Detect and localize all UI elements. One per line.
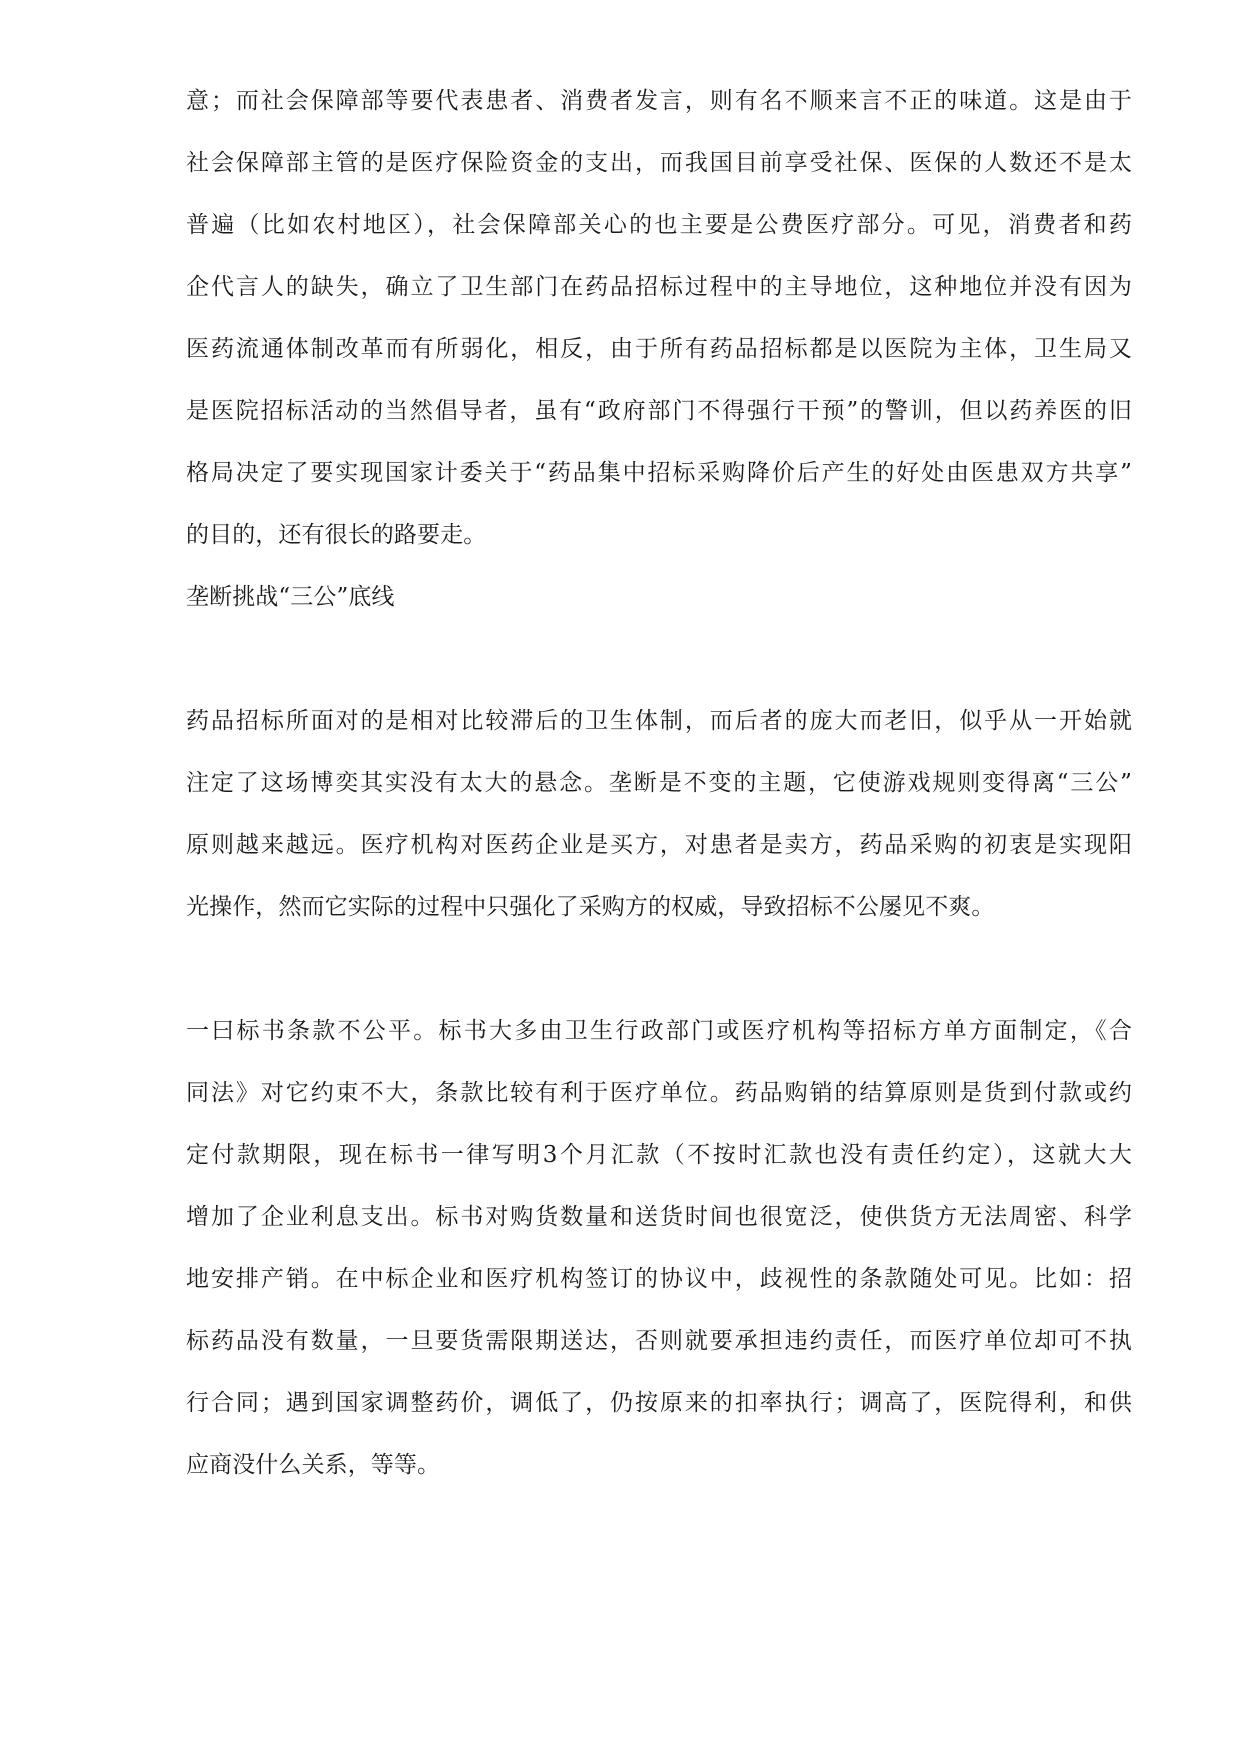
- section-heading-block: [186, 566, 1132, 628]
- paragraph-line: 原则越来越远。医疗机构对医药企业是买方，对患者是卖方，药品采购的初衷是实现阳: [186, 832, 1132, 858]
- paragraph-line: 光操作，然而它实际的过程中只强化了采购方的权威，导致招标不公屡见不爽。: [186, 894, 995, 920]
- paragraph-line: 增加了企业利息支出。标书对购货数量和送货时间也很宽泛，使供货方无法周密、科学: [186, 1204, 1132, 1230]
- paragraph-line: 定付款期限，现在标书一律写明3个月汇款（不按时汇款也没有责任约定），这就大大: [186, 1142, 1132, 1168]
- paragraph-line: 医药流通体制改革而有所弱化，相反，由于所有药品招标都是以医院为主体，卫生局又: [186, 336, 1132, 362]
- paragraph-spacer: [186, 938, 1132, 1000]
- paragraph-line: 同法》对它约束不大，条款比较有利于医疗单位。药品购销的结算原则是货到付款或约: [186, 1080, 1132, 1106]
- paragraph-line: 是医院招标活动的当然倡导者，虽有“政府部门不得强行干预”的警训，但以药养医的旧: [186, 398, 1132, 424]
- paragraph-line: 药品招标所面对的是相对比较滞后的卫生体制，而后者的庞大而老旧，似乎从一开始就: [186, 708, 1132, 734]
- paragraph-line: 企代言人的缺失，确立了卫生部门在药品招标过程中的主导地位，这种地位并没有因为: [186, 274, 1132, 300]
- paragraph-line: 地安排产销。在中标企业和医疗机构签订的协议中，歧视性的条款随处可见。比如：招: [186, 1266, 1132, 1292]
- paragraph-line: 一曰标书条款不公平。标书大多由卫生行政部门或医疗机构等招标方单方面制定，《合: [186, 1018, 1132, 1044]
- section-heading: 垄断挑战“三公”底线: [186, 584, 395, 610]
- paragraph-3: [186, 1000, 1132, 1496]
- paragraph-line: 社会保障部主管的是医疗保险资金的支出，而我国目前享受社保、医保的人数还不是太: [186, 150, 1132, 176]
- document-page: [186, 70, 1132, 1496]
- paragraph-line: 意；而社会保障部等要代表患者、消费者发言，则有名不顺来言不正的味道。这是由于: [186, 88, 1132, 114]
- paragraph-1: [186, 70, 1132, 566]
- paragraph-line: 普遍（比如农村地区），社会保障部关心的也主要是公费医疗部分。可见，消费者和药: [186, 212, 1132, 238]
- paragraph-line: 格局决定了要实现国家计委关于“药品集中招标采购降价后产生的好处由医患双方共享”: [186, 460, 1132, 486]
- paragraph-line: 应商没什么关系，等等。: [186, 1452, 441, 1478]
- paragraph-2: [186, 690, 1132, 938]
- paragraph-line: 的目的，还有很长的路要走。: [186, 522, 487, 548]
- paragraph-line: 标药品没有数量，一旦要货需限期送达，否则就要承担违约责任，而医疗单位却可不执: [186, 1328, 1132, 1354]
- paragraph-spacer: [186, 628, 1132, 690]
- paragraph-line: 注定了这场博奕其实没有太大的悬念。垄断是不变的主题，它使游戏规则变得离“三公”: [186, 770, 1132, 796]
- paragraph-line: 行合同；遇到国家调整药价，调低了，仍按原来的扣率执行；调高了，医院得利，和供: [186, 1390, 1132, 1416]
